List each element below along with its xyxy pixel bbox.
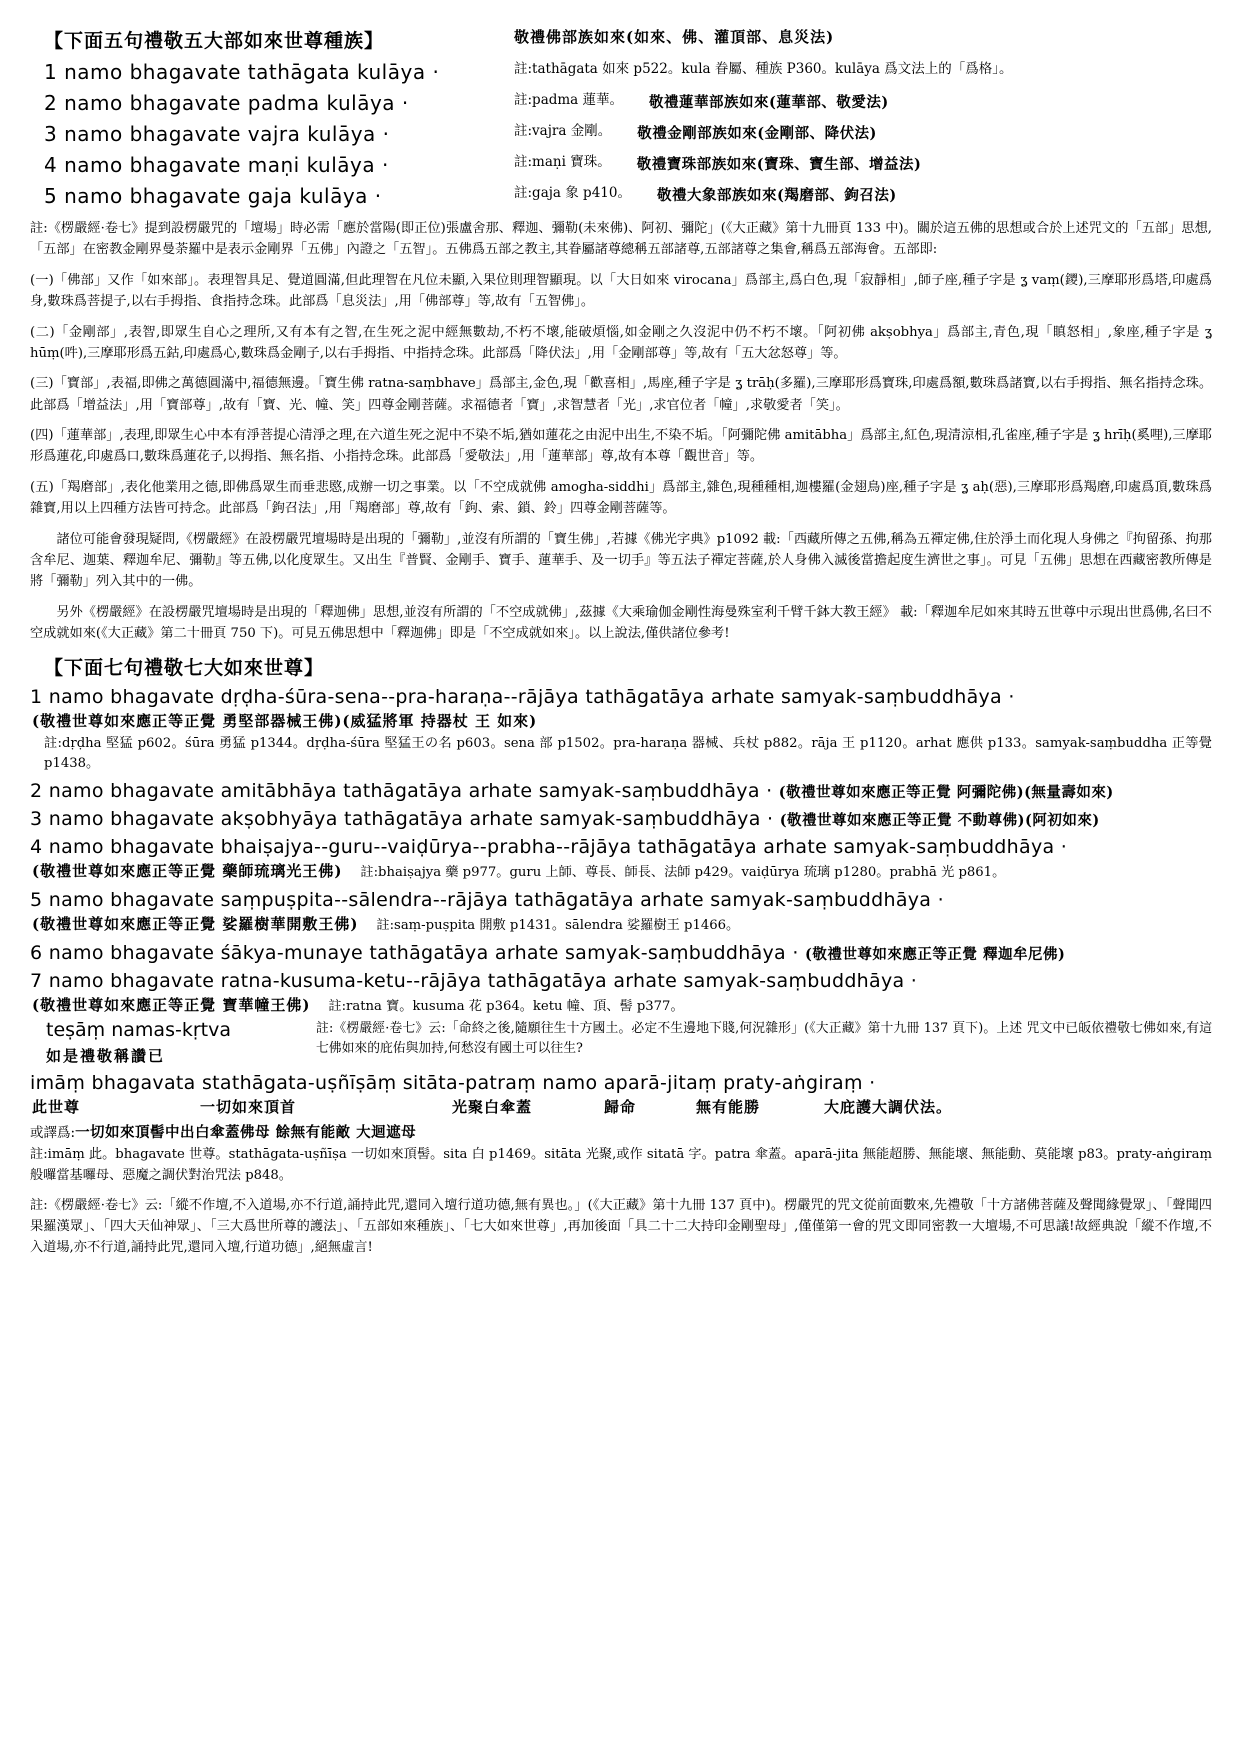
tathagata-gloss-2: (敬禮世尊如來應正等正覺 阿彌陀佛)(無量壽如來) [778,783,1114,801]
mantra-text: 6 namo bhagavate śākya-munaye tathāgatāya arhate samyak-saṃbuddhāya · [30,941,799,964]
tathagata-gloss-4: (敬禮世尊如來應正等正覺 藥師琉璃光王佛) [32,861,343,880]
commentary-vajra-division: (二)「金剛部」,表智,即眾生自心之理所,又有本有之智,在生死之泥中經無數劫,不朽不壞,能破煩惱,如金剛之久沒泥中仍不朽不壞。「阿初佛 akṣobhya」爲部主,青色,現「瞋怒相」,象座,種子字是 ʓ hūṃ(吽),三摩耶形爲五鈷,印處爲心,數珠爲金剛子,以右手拇指、中指持念珠。此部爲「降伏法」,用「金剛部尊」等,故有「五大忿怒尊」等。 [30,324,1212,361]
tathagata-gloss-row-7 [32,994,1212,1017]
kula-honorific: 敬禮金剛部族如來(金剛部、降伏法) [637,125,877,142]
commentary-karma-division: (五)「羯磨部」,表化他業用之德,即佛爲眾生而垂悲愍,成辦一切之事業。以「不空成就佛 amogha-siddhi」爲部主,雜色,現種種相,迦樓羅(金翅鳥)座,種子字是 ʓ aḥ(惡),三摩耶形爲羯磨,印處爲頂,數珠爲雜寶,用以上四種方法皆可持念。此部爲「鉤召法」,用「羯磨部」尊,故有「鉤、索、鎖、鈴」四尊金剛菩薩等。 [30,479,1212,517]
alt-prefix: 或譯爲: [30,1125,76,1142]
mantra-text: 2 namo bhagavate amitābhāya tathāgatāya arhate samyak-saṃbuddhāya · [30,779,773,802]
tathagata-note-4: 註:bhaiṣajya 藥 p977。guru 上師、尊長、師長、法師 p429。vaiḍūrya 琉璃 p1280。prabhā 光 p861。 [360,864,1006,880]
five-kula-line-2 [30,91,1212,115]
tesam-rebirth-row [30,1019,1212,1066]
commentary-buddha-division: (一)「佛部」又作「如來部」。表理智具足、覺道圓滿,但此理智在凡位未顯,入果位則理智顯現。以「大日如來 virocana」爲部主,爲白色,現「寂靜相」,師子座,種子字是 ʓ vaṃ(鑁),三摩耶形爲塔,印處爲身,數珠爲菩提子,以右手拇指、食指持念珠。此部爲「息災法」,用「佛部尊」等,故有「五智佛」。 [30,272,1212,310]
five-kula-line-1 [30,60,1212,84]
kula-honorific: 敬禮蓮華部族如來(蓮華部、敬愛法) [649,94,889,111]
commentary-padma-division: (四)「蓮華部」,表理,即眾生心中本有淨菩提心清淨之理,在六道生死之泥中不染不垢,猶如蓮花之由泥中出生,不染不垢。「阿彌陀佛 amitābha」爲部主,紅色,現清涼相,孔雀座,種子字是 ʓ hrīḥ(奚哩),三摩耶形爲蓮花,印處爲口,數珠爲蓮花子,以拇指、無名指、小指持念珠。此部爲「愛敬法」,用「蓮華部」尊,故有本尊「觀世音」等。 [30,428,1212,465]
mantra-line: 5 namo bhagavate gaja kulāya · [44,184,382,208]
mantra-note: 註:tathāgata 如來 p522。kula 眷屬、種族 P360。kulāya 爲文法上的「爲格」。 [514,61,1013,77]
tathagata-gloss-5: (敬禮世尊如來應正等正覺 娑羅樹華開敷王佛) [32,914,359,933]
imam-gloss-segment: 此世尊 [32,1098,81,1117]
tathagata-mantra-2 [30,780,1212,802]
five-kula-line-4 [30,153,1212,177]
five-kula-header-honorific: 敬禮佛部族如來(如來、佛、灌頂部、息災法) [514,28,835,46]
mantra-note: 註:vajra 金剛。 [514,123,612,139]
five-kula-line-3 [30,122,1212,146]
commentary-question-shakyamuni: 另外《楞嚴經》在設楞嚴咒壇場時是出現的「釋迦佛」思想,並沒有所謂的「不空成就佛」,茲據《大乘瑜伽金剛性海曼殊室利千臂千鉢大教王經》 載:「釋迦牟尼如來其時五世尊中示現出世爲佛,名曰不空成就如來(《大正藏》第二十冊頁 750 下)。可見五佛思想中「釋迦佛」即是「不空成就如來」。以上說法,僅供諸位參考! [30,604,1212,641]
tathagata-mantra-4: 4 namo bhagavate bhaiṣajya--guru--vaiḍūrya--prabha--rājāya tathāgatāya arhate samyak-saṃbuddhāya · [30,835,1068,858]
mantra-note: 註:padma 蓮華。 [514,92,624,108]
tathagata-gloss-6: (敬禮世尊如來應正等正覺 釋迦牟尼佛) [805,945,1066,963]
imam-mantra: imāṃ bhagavata stathāgata-uṣñīṣāṃ sitāta-patraṃ namo aparā-jitaṃ praty-aṅgiraṃ · [30,1072,876,1095]
mantra-note: 註:maṇi 寶珠。 [514,154,611,170]
tathagata-mantra-6 [30,942,1212,964]
tathagata-gloss-7: (敬禮世尊如來應正等正覺 寶華幢王佛) [32,995,311,1014]
rebirth-note: 註:《楞嚴經·卷七》云:「命終之後,隨願往生十方國土。必定不生邊地下賤,何況雜形」(《大正藏》第十九冊 137 頁下)。上述 咒文中已皈依禮敬七佛如來,有這七佛如來的庇佑與加持,何愁沒有國土可以往生? [316,1021,1212,1056]
mantra-text: 3 namo bhagavate akṣobhyāya tathāgatāya arhate samyak-saṃbuddhāya · [30,807,774,830]
tathagata-mantra-5: 5 namo bhagavate saṃpuṣpita--sālendra--rājāya tathāgatāya arhate samyak-saṃbuddhāya · [30,888,944,911]
tathagata-note-7: 註:ratna 寶。kusuma 花 p364。ketu 幢、頂、髻 p377。 [328,998,684,1014]
tathagata-note-5: 註:saṃ-puṣpita 開敷 p1431。sālendra 娑羅樹王 p1466。 [376,917,740,933]
five-kula-section-title: 【下面五句禮敬五大部如來世尊種族】 [44,30,385,52]
alt-text: 一切如來頂髻中出白傘蓋佛母 餘無有能敵 大迴遮母 [75,1124,417,1142]
tathagata-mantra-7: 7 namo bhagavate ratna-kusuma-ketu--rājāya tathāgatāya arhate samyak-saṃbuddhāya · [30,969,918,992]
five-divisions-commentary [30,218,1212,644]
tathagata-gloss-row-5 [32,913,1212,936]
imam-gloss-row [32,1096,1212,1117]
mantra-note: 註:gaja 象 p410。 [514,185,631,201]
tathagata-mantra-3 [30,808,1212,830]
seven-tathagata-section-title: 【下面七句禮敬七大如來世尊】 [44,657,325,680]
imam-gloss-segment: 歸命 [604,1098,637,1117]
tathagata-mantra-1: 1 namo bhagavate dṛḍha-śūra-sena--pra-haraṇa--rājāya tathāgatāya arhate samyak-saṃbuddhāya · [30,686,1015,709]
kula-honorific: 敬禮寶珠部族如來(寶珠、寶生部、增益法) [636,156,922,173]
commentary-question-maitreya: 諸位可能會發現疑問,《楞嚴經》在設楞嚴咒壇場時是出現的「彌勒」,並沒有所謂的「寶生佛」,若據《佛光字典》p1092 載:「西藏所傳之五佛,稱為五禪定佛,住於淨土而化現人身佛之『拘留孫、拘那含牟尼、迦葉、釋迦牟尼、彌勒』等五佛,以化度眾生。又出生『普賢、金剛手、寶手、蓮華手、及一切手』等五法子禪定菩薩,於人身佛入滅後當擔起度生濟世之事」。可見「五佛」思想在西藏密教所傳是將「彌勒」列入其中的一佛。 [30,531,1212,590]
five-kula-header-row [30,26,1212,53]
commentary-intro: 註:《楞嚴經·卷七》提到設楞嚴咒的「壇場」時必需「應於當陽(即正位)張盧舍那、釋迦、彌勒(未來佛)、阿初、彌陀」(《大正藏》第十九冊頁 133 中)。關於這五佛的思想或合於上述咒文的「五部」思想,「五部」在密教金剛界曼荼羅中是表示金剛界「五佛」內證之「五智」。五佛爲五部之教主,其眷屬諸尊總稱五部諸尊,五部諸尊之集會,稱爲五部海會。五部即: [30,221,1212,258]
mantra-line: 3 namo bhagavate vajra kulāya · [44,122,390,146]
five-kula-line-5 [30,184,1212,208]
imam-gloss-segment: 大庇護大調伏法。 [824,1098,953,1117]
mantra-line: 1 namo bhagavate tathāgata kulāya · [44,60,440,84]
mantra-line: 2 namo bhagavate padma kulāya · [44,91,409,115]
tathagata-gloss-row-4 [32,860,1212,883]
imam-gloss-segment: 無有能勝 [696,1098,761,1117]
commentary-ratna-division: (三)「寶部」,表福,即佛之萬德圓滿中,福德無邊。「寶生佛 ratna-saṃbhave」爲部主,金色,現「歡喜相」,馬座,種子字是 ʓ trāḥ(多羅),三摩耶形爲寶珠,印處爲額,數珠爲諸寶,以右手拇指、無名指持念珠。此部爲「增益法」,用「寶部尊」,故有「寶、光、幢、笑」四尊金剛菩薩。求福德者「寶」,求智慧者「光」,求官位者「幢」,求敬愛者「笑」。 [30,376,1212,413]
kula-honorific: 敬禮大象部族如來(羯磨部、鉤召法) [656,187,897,204]
tesam-block [30,1019,316,1066]
tathagata-gloss-1: (敬禮世尊如來應正等正覺 勇堅部器械王佛)(威猛將軍 持器杖 王 如來) [32,712,538,731]
mantra-line: 4 namo bhagavate maṇi kulāya · [44,153,389,177]
imam-alt-translation [30,1121,1212,1142]
imam-gloss-segment: 一切如來頂首 [200,1098,297,1117]
tesam-gloss: 如是禮敬稱讚已 [46,1047,166,1066]
imam-note: 註:imāṃ 此。bhagavate 世尊。stathāgata-uṣñīṣa 一切如來頂髻。sita 白 p1469。sitāta 光聚,或作 sitatā 字。patra 傘蓋。aparā-jita 無能超勝、無能壞、無能動、莫能壞 p83。praty-aṅgiraṃ 般囉當基囉母、惡魔之調伏對治咒法 p848。 [30,1147,1212,1184]
tesam-latin: teṣāṃ namas-kṛtva [46,1019,231,1042]
tathagata-gloss-3: (敬禮世尊如來應正等正覺 不動尊佛)(阿初如來) [779,811,1100,829]
seven-tathagata-section [30,653,1212,1258]
tathagata-note-1: 註:dṛḍha 堅猛 p602。śūra 勇猛 p1344。dṛḍha-śūra 堅猛王の名 p603。sena 部 p1502。pra-haraṇa 器械、兵杖 p882。rāja 王 p1120。arhat 應供 p133。samyak-saṃbuddha 正等覺 p1438。 [44,736,1212,772]
imam-gloss-segment: 光聚白傘蓋 [452,1098,533,1117]
final-commentary: 註:《楞嚴經·卷七》云:「縱不作壇,不入道場,亦不行道,誦持此咒,還同入壇行道功德,無有異也。」(《大正藏》第十九冊 137 頁中)。楞嚴咒的咒文從前面數來,先禮敬「十方諸佛菩薩及聲聞緣覺眾」、「聲聞四果羅漢眾」、「四大天仙神眾」、「三大爲世所尊的護法」、「五部如來種族」、「七大如來世尊」,再加後面「具二十二大持印金剛聖母」,僅僅第一會的咒文即同密教一大壇場,不可思議!故經典說「縱不作壇,不入道場,亦不行道,誦持此咒,還同入壇,行道功德」,絕無虛言! [30,1197,1212,1255]
